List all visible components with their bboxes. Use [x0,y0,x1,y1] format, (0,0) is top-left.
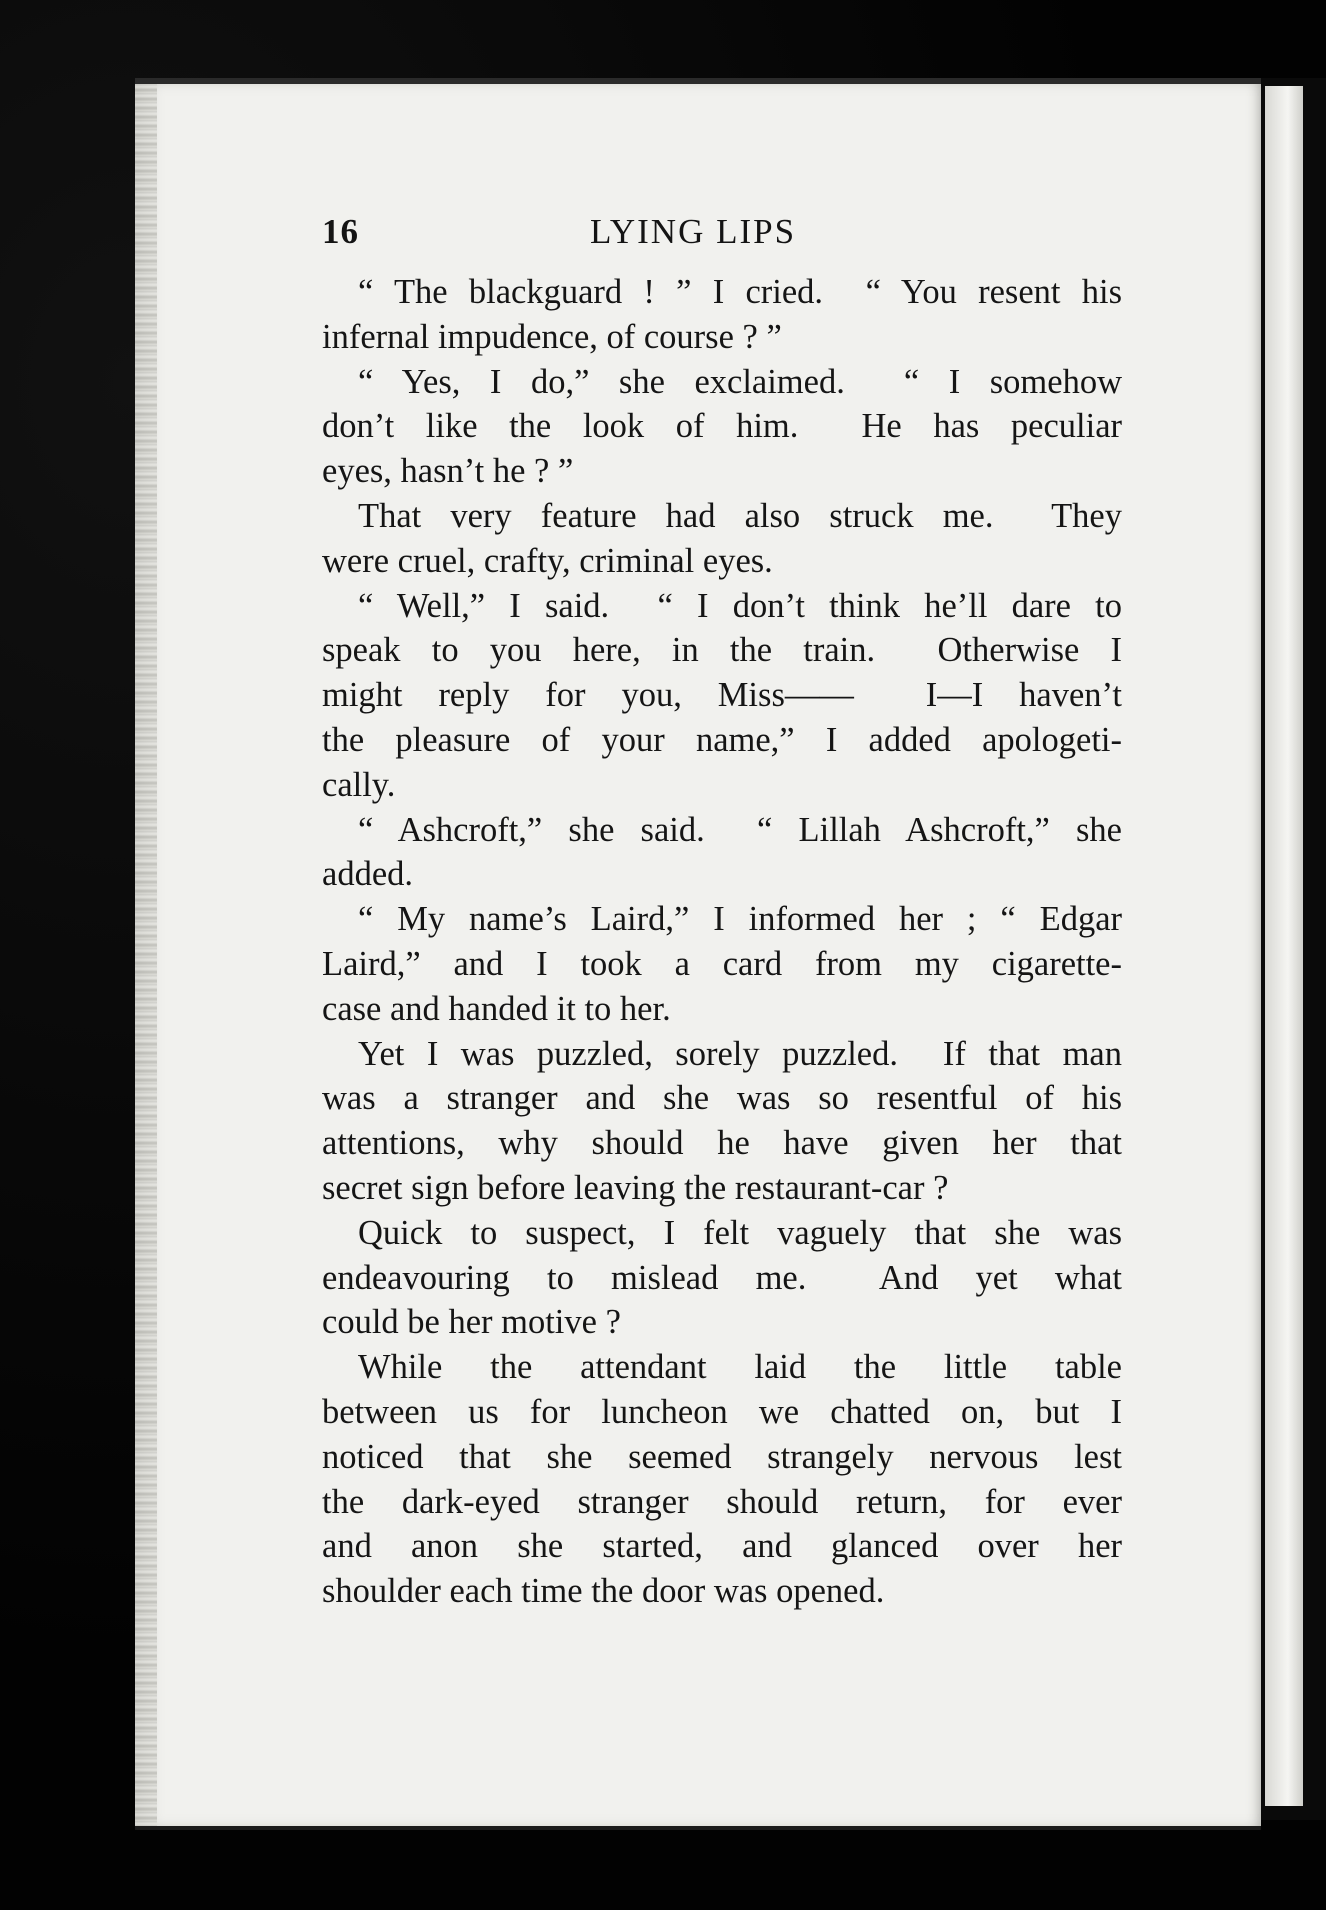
text-line: infernal impudence, of course ? ” [322,317,782,356]
text-line: don’t like the look of him. He has peculiar [322,407,1122,446]
text-line: might reply for you, Miss—— I—I haven’t [322,676,1122,715]
text-line: cally. [322,765,396,804]
text-line: Yet I was puzzled, sorely puzzled. If that man [358,1034,1122,1073]
page-edge-texture [135,84,157,1826]
text-line: and anon she started, and glanced over her [322,1527,1122,1566]
text-line: “ Ashcroft,” she said. “ Lillah Ashcroft,” she [358,810,1122,849]
running-head: LYING LIPS [590,212,797,251]
text-line: While the attendant laid the little table [358,1348,1122,1387]
text-line: “ The blackguard ! ” I cried. “ You resent his [358,273,1122,311]
facing-page-edge [1265,86,1303,1806]
text-line: shoulder each time the door was opened. [322,1572,885,1611]
text-line: eyes, hasn’t he ? ” [322,452,574,491]
text-line: added. [322,855,414,894]
body-text [322,270,1122,1614]
text-line: “ Well,” I said. “ I don’t think he’ll dare to [358,586,1122,625]
text-line: “ My name’s Laird,” I informed her ; “ Edgar [358,900,1122,939]
text-line: endeavouring to mislead me. And yet what [322,1258,1122,1297]
text-line: between us for luncheon we chatted on, but I [322,1392,1122,1431]
text-line: the dark-eyed stranger should return, for ever [322,1482,1122,1521]
text-line: “ Yes, I do,” she exclaimed. “ I somehow [358,362,1122,401]
text-line: case and handed it to her. [322,989,671,1028]
page-header [322,212,1122,256]
text-line: attentions, why should he have given her that [322,1124,1122,1163]
text-line: secret sign before leaving the restaurant-car ? [322,1168,949,1207]
text-line: speak to you here, in the train. Otherwise I [322,631,1122,670]
text-line: could be her motive ? [322,1303,621,1342]
page-number: 16 [322,212,359,251]
text-line: Laird,” and I took a card from my cigarette- [322,944,1122,983]
text-line: noticed that she seemed strangely nervous lest [322,1437,1122,1476]
text-line: the pleasure of your name,” I added apologeti- [322,720,1122,759]
text-line: That very feature had also struck me. They [358,496,1122,535]
text-line: was a stranger and she was so resentful of his [322,1079,1122,1118]
text-line: Quick to suspect, I felt vaguely that she was [358,1213,1122,1252]
text-line: were cruel, crafty, criminal eyes. [322,541,773,580]
